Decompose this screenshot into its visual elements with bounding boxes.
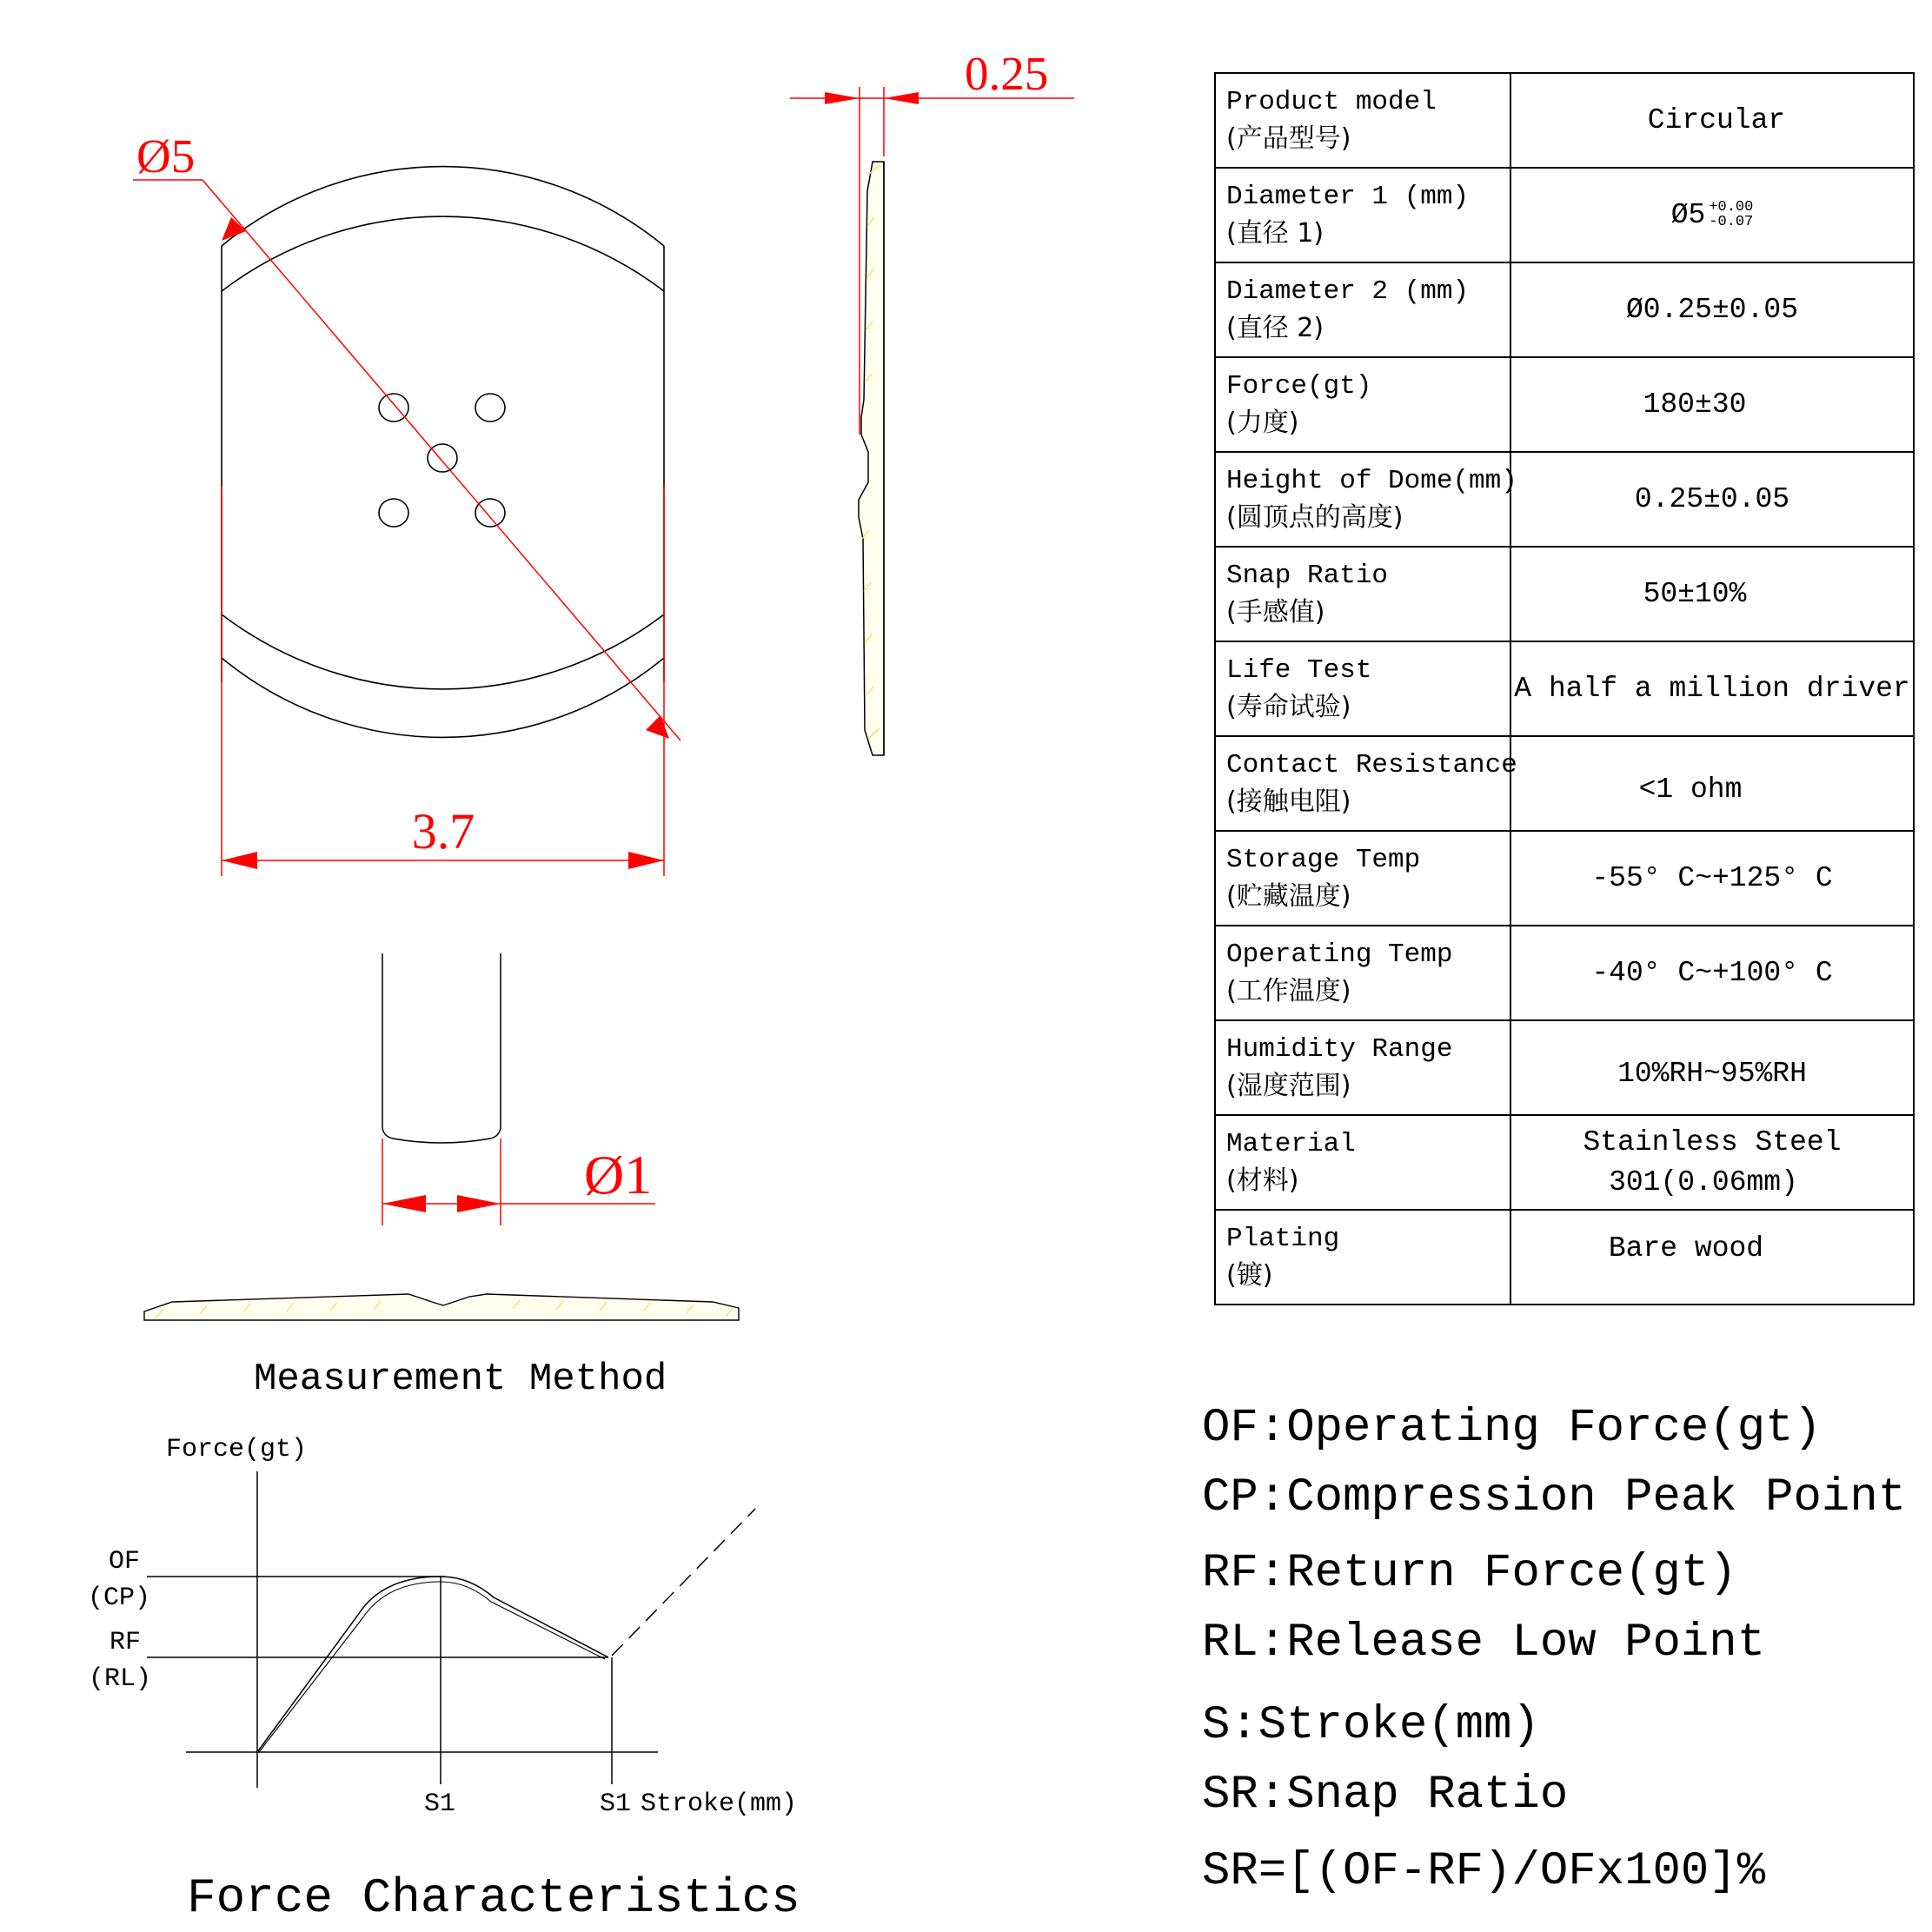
hole-top-left: [379, 394, 408, 422]
row-label: Diameter 1 (mm) (直径 1): [1215, 168, 1510, 262]
legend-line-sr: SR:Snap Ratio: [1202, 1769, 1569, 1822]
dome-flat-profile: [144, 1294, 739, 1320]
row-value: -55° C~+125° C: [1510, 831, 1914, 926]
row-label: Height of Dome(mm) (圆顶点的高度): [1215, 452, 1510, 547]
row-label: Snap Ratio (手感值): [1215, 547, 1510, 641]
row-label: Operating Temp (工作温度): [1215, 926, 1510, 1020]
hole-top-right: [475, 394, 505, 422]
force-curve-dashed: [612, 1509, 755, 1656]
row-label: Humidity Range (湿度范围): [1215, 1020, 1510, 1115]
row-value: Stainless Steel 301(0.06mm): [1510, 1115, 1914, 1210]
chart-of-label: OF: [108, 1547, 141, 1577]
table-row: [1215, 73, 1914, 168]
row-label: Diameter 2 (mm) (直径 2): [1215, 262, 1510, 357]
row-value: A half a million driver: [1510, 641, 1914, 736]
row-value: 50±10%: [1510, 547, 1914, 641]
hole-bottom-right: [475, 499, 505, 527]
width-label: 3.7: [411, 803, 475, 860]
table-row: [1215, 1020, 1914, 1115]
legend-line-s: S:Stroke(mm): [1202, 1699, 1540, 1752]
row-label: Plating (镀): [1215, 1210, 1510, 1305]
table-row: [1215, 641, 1914, 736]
force-curve-inner: [259, 1582, 605, 1752]
chart-rf-label: RF: [109, 1628, 142, 1657]
row-label: Product model (产品型号): [1215, 73, 1510, 168]
row-label: Material (材料): [1215, 1115, 1510, 1210]
measurement-method-caption: Measurement Method: [254, 1358, 667, 1401]
hole-bottom-left: [379, 499, 408, 527]
table-row: [1215, 1115, 1914, 1210]
row-value: 180±30: [1510, 357, 1914, 452]
row-label: Storage Temp (贮藏温度): [1215, 831, 1510, 926]
table-row: [1215, 831, 1914, 926]
chart-rl-label: (RL): [88, 1664, 152, 1694]
row-label: Contact Resistance (接触电阻): [1215, 736, 1510, 831]
height-label: 0.25: [965, 47, 1049, 100]
abbreviation-legend: [1202, 1402, 1907, 1898]
table-row: [1215, 357, 1914, 452]
legend-line-sr-formula: SR=[(OF-RF)/OFx100]%: [1202, 1845, 1766, 1898]
row-value: 0.25±0.05: [1510, 452, 1914, 547]
table-row: [1215, 262, 1914, 357]
force-curve-outer: [257, 1577, 608, 1752]
legend-line-rl: RL:Release Low Point: [1202, 1617, 1766, 1670]
row-value: 10%RH~95%RH: [1510, 1020, 1914, 1115]
height-dimension: [790, 87, 1074, 435]
legend-line-of: OF:Operating Force(gt): [1202, 1402, 1822, 1455]
chart-cp-label: (CP): [87, 1583, 151, 1613]
plunger: [382, 953, 501, 1143]
plunger-diameter-label: Ø1: [584, 1144, 653, 1205]
row-value: Ø0.25±0.05: [1510, 262, 1914, 357]
dome-top-view: [222, 167, 664, 738]
table-row: [1215, 168, 1914, 262]
table-row: [1215, 547, 1914, 641]
table-row: [1215, 926, 1914, 1020]
dome-side-profile: [859, 162, 884, 755]
table-row: [1215, 452, 1914, 547]
chart-s1-label: S1: [423, 1789, 456, 1819]
spec-table: [1214, 72, 1915, 1305]
table-row: [1215, 736, 1914, 831]
tolerance: +0.00 -0.07: [1709, 198, 1754, 230]
force-characteristics-caption: Force Characteristics: [187, 1870, 800, 1926]
row-value: <1 ohm: [1510, 736, 1914, 831]
chart-s2-label: S1: [600, 1789, 632, 1819]
table-row: [1215, 1210, 1914, 1305]
chart-y-axis-label: Force(gt): [166, 1435, 308, 1464]
row-value: Circular: [1510, 73, 1914, 168]
row-value: -40° C~+100° C: [1510, 926, 1914, 1020]
chart-x-axis-label: Stroke(mm): [641, 1789, 798, 1819]
row-label: Life Test (寿命试验): [1215, 641, 1510, 736]
row-value: Bare wood: [1510, 1210, 1914, 1305]
legend-line-rf: RF:Return Force(gt): [1202, 1547, 1737, 1600]
legend-line-cp: CP:Compression Peak Point: [1202, 1471, 1907, 1524]
row-label: Force(gt) (力度): [1215, 357, 1510, 452]
row-value: Ø5 +0.00 -0.07: [1510, 168, 1914, 262]
force-chart: [147, 1471, 755, 1788]
diameter-label: Ø5: [136, 129, 196, 183]
diameter-dimension: [133, 180, 681, 876]
